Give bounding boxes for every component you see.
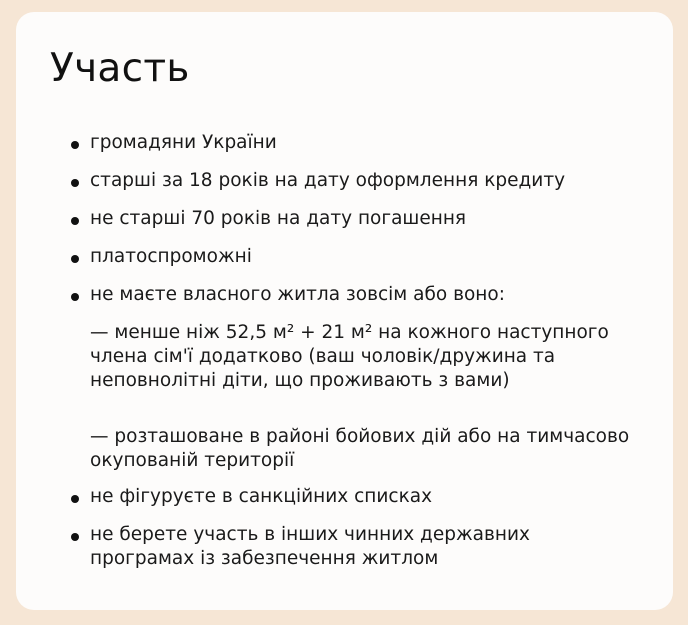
- bullet-icon: [71, 495, 79, 503]
- bullet-icon: [71, 217, 79, 225]
- info-card: [16, 12, 673, 610]
- bullet-icon: [71, 293, 79, 301]
- bullet-icon: [71, 141, 79, 149]
- bullet-icon: [71, 255, 79, 263]
- bullet-icon: [71, 179, 79, 187]
- page-title: Участь: [50, 46, 190, 91]
- bullet-icon: [71, 533, 79, 541]
- eligibility-list: громадяни України старші за 18 років на дату оформлення кредиту не старші 70 років на дату погашення платоспроможні не маєте власного житла зовсім або воно: — менше ніж 52,5 м² + 21 м² на кожного наступного члена сім'ї додатково (ваш чоловік/дружина та неповнолітні діти, що проживають з вами) — розташоване в районі бойових дій або на тимчасово окупованій території не фігуруєте в санкційних списках не берете участь в інших чинних державних програмах із забезпечення житлом: [16, 12, 673, 610]
